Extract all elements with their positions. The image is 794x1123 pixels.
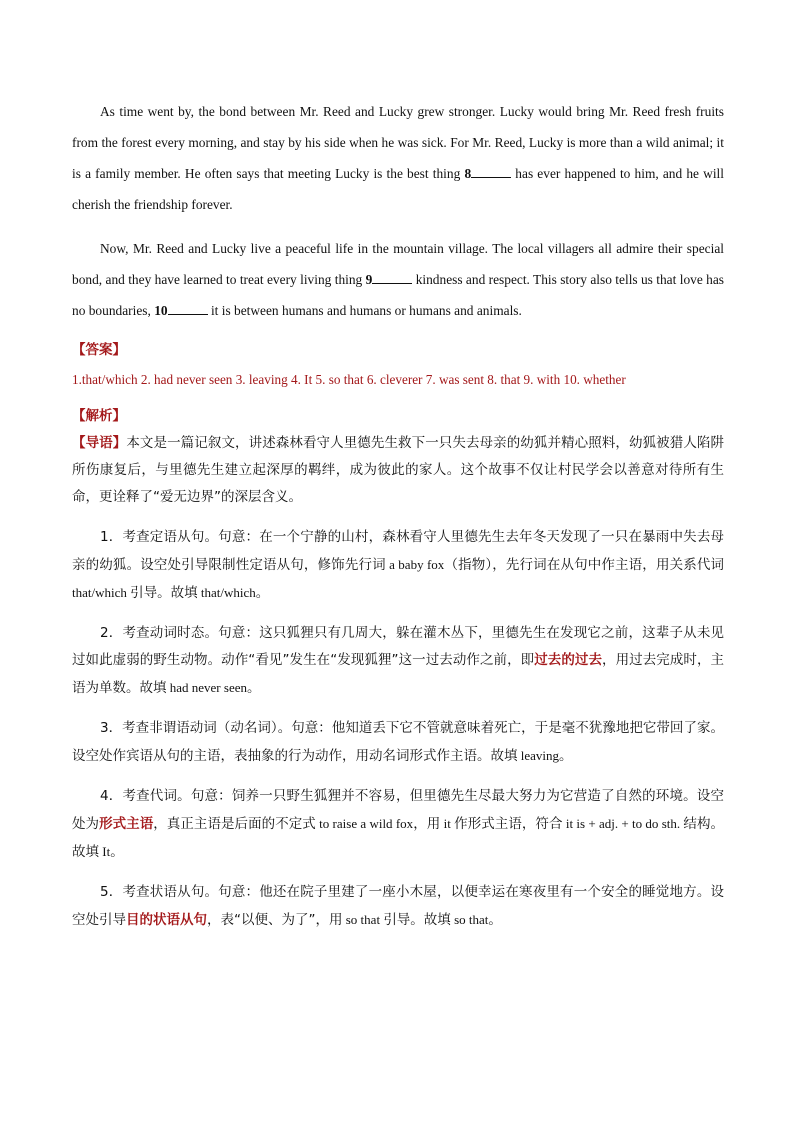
explanation-item-3 (72, 715, 724, 770)
english-term: it (440, 816, 455, 831)
explanation-item-1 (72, 524, 724, 607)
passage-text: kindness and respect. This story also tells us that love has no boundaries, (72, 272, 724, 318)
passage-text: Now, Mr. Reed and Lucky live a peaceful life in the mountain village. The local villagers all admire their special bond, and they have learned to treat every living thing (72, 241, 724, 287)
explanation-text: ，用过去完成时，主语为单数。故填 (72, 652, 725, 696)
analysis-heading: 【解析】 (72, 408, 126, 424)
explanation-text: 4．考查代词。句意：饲养一只野生狐狸并不容易，但里德先生尽最大努力为它营造了自然的环境。设空处为 (72, 788, 724, 832)
passage-text: As time went by, the bond between Mr. Reed and Lucky grew stronger. Lucky would bring Mr. Reed fresh fruits from the forest every morning, and stay by his side when he was sick. For Mr. Reed, Lucky is more than a wild animal; it is a family member. He often says that meeting Lucky is the best thing (72, 104, 724, 181)
english-term: so that (450, 912, 489, 927)
blank-number-10: 10 (154, 303, 168, 318)
explanation-text: 。 (247, 680, 261, 696)
explanation-text: ，表“以便、为了”，用 (207, 912, 343, 928)
blank-number-8: 8 (464, 166, 472, 181)
english-term: It (99, 844, 111, 859)
english-term: leaving (517, 748, 560, 763)
passage-text: it is between humans and humans or humans and animals. (207, 303, 522, 318)
blank-line-10 (168, 302, 208, 315)
explanation-text: 引导。故填 (130, 585, 198, 601)
english-term: had never seen (166, 680, 247, 695)
english-term: so that (342, 912, 384, 927)
guide-paragraph (72, 430, 724, 511)
blank-number-9: 9 (365, 272, 373, 287)
explanation-text: 5．考查状语从句。句意：他还在院子里建了一座小木屋，以便幸运在寒夜里有一个安全的睡觉地方。设空处引导 (72, 884, 724, 928)
explanation-text: ，真正主语是后面的不定式 (153, 816, 316, 832)
guide-tag: 【导语】 (72, 435, 127, 451)
english-term: a baby fox (385, 557, 445, 572)
answer-heading: 【答案】 (72, 342, 126, 358)
highlight-term: 目的状语从句 (126, 912, 207, 928)
explanation-text: 。 (255, 585, 270, 601)
explanation-text: 作形式主语，符合 (454, 816, 563, 832)
explanation-text: 。 (488, 912, 502, 928)
english-term: that/which (197, 585, 256, 600)
explanation-text: 。 (110, 844, 124, 860)
blank-line-9 (372, 271, 412, 284)
passage-paragraph-1 (72, 96, 724, 220)
highlight-term: 过去的过去 (534, 652, 603, 668)
english-term: to raise a wild fox (315, 816, 414, 831)
explanation-text: 1．考查定语从句。句意：在一个宁静的山村，森林看守人里德先生去年冬天发现了一只在暴雨中失去母亲的幼狐。设空处引导限制性定语从句，修饰先行词 (72, 529, 724, 573)
guide-text: 本文是一篇记叙文，讲述森林看守人里德先生救下一只失去母亲的幼狐并精心照料，幼狐被猎人陷阱所伤康复后，与里德先生建立起深厚的羁绊，成为彼此的家人。这个故事不仅让村民学会以善意对待所有生命，更诠释了“爱无边界”的深层含义。 (72, 435, 725, 505)
english-term: it is + adj. + to do sth. (562, 816, 684, 831)
explanation-item-4 (72, 783, 724, 866)
explanation-item-5 (72, 879, 724, 934)
document-page (72, 96, 724, 934)
explanation-text: 结构。故填 (72, 816, 725, 860)
blank-line-8 (471, 165, 511, 178)
english-term: that/which (72, 585, 131, 600)
passage-paragraph-2 (72, 233, 724, 326)
passage-text: has ever happened to him, and he will cherish the friendship forever. (72, 166, 724, 212)
explanation-text: 2．考查动词时态。句意：这只狐狸只有几周大，躲在灌木丛下，里德先生在发现它之前，这辈子从未见过如此虚弱的野生动物。动作“看见”发生在“发现狐狸”这一过去动作之前，即 (72, 625, 724, 668)
explanation-text: （指物），先行词在从句中作主语，用关系代词 (444, 557, 725, 573)
explanation-item-2 (72, 620, 724, 702)
answer-key: 1.that/which 2. had never seen 3. leaving 4. It 5. so that 6. cleverer 7. was sent 8. that 9. with 10. whether (72, 372, 626, 387)
explanation-text: 引导。故填 (383, 912, 451, 928)
explanation-text: 3．考查非谓语动词（动名词）。句意：他知道丢下它不管就意味着死亡，于是毫不犹豫地把它带回了家。设空处作宾语从句的主语，表抽象的行为动作，用动名词形式作主语。故填 (72, 720, 724, 764)
highlight-term: 形式主语 (99, 816, 154, 832)
explanation-text: ，用 (413, 816, 441, 832)
explanation-text: 。 (559, 748, 573, 764)
